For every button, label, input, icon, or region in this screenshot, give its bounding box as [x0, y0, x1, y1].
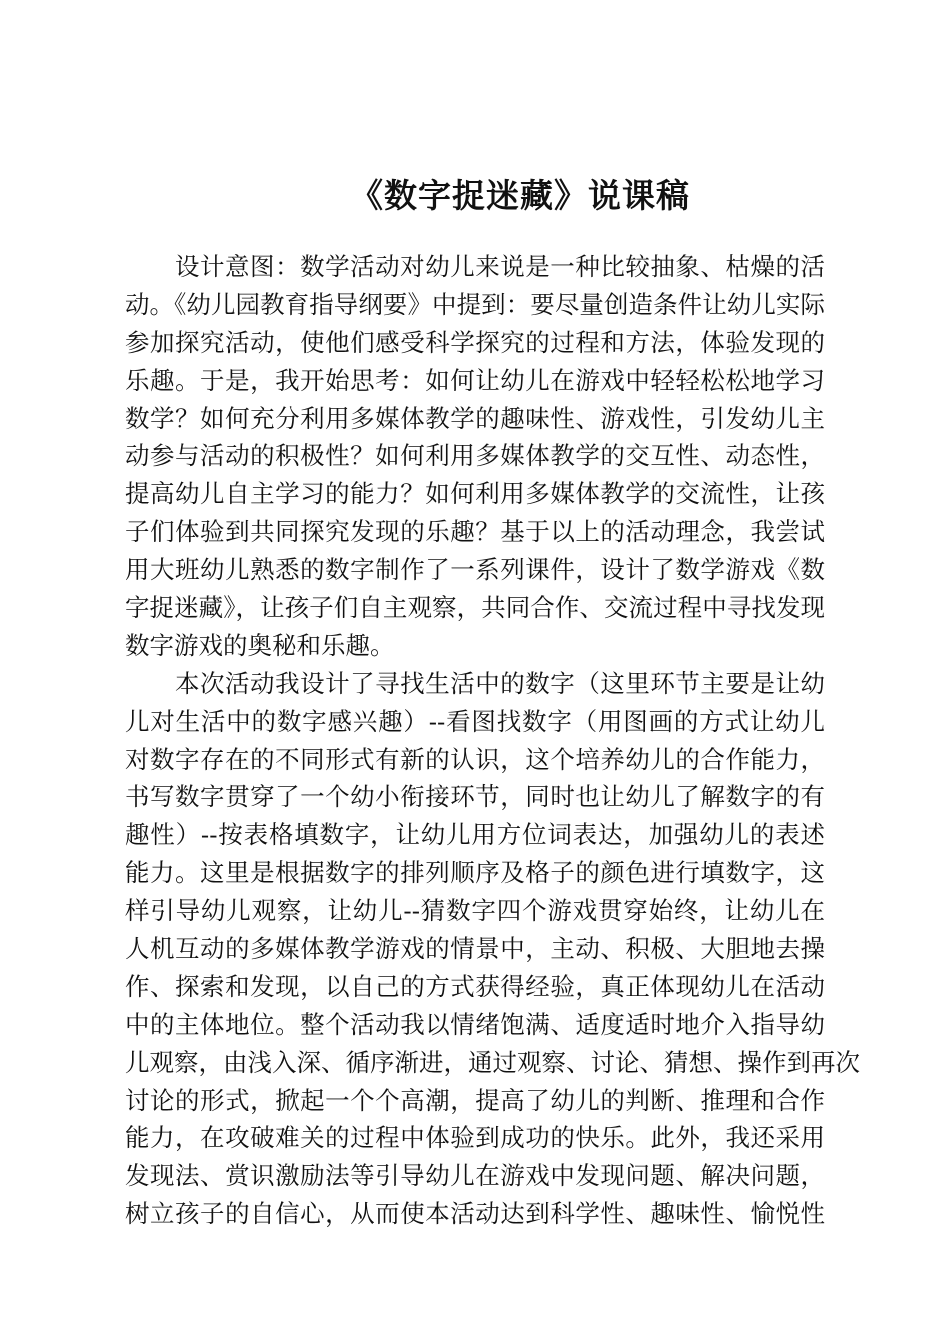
text-line: 数字游戏的奥秘和乐趣。 — [125, 630, 395, 660]
text-line: 字捉迷藏》，让孩子们自主观察，共同合作、交流过程中寻找发现 — [125, 593, 825, 623]
text-line: 样引导幼儿观察，让幼儿--猜数字四个游戏贯穿始终，让幼儿在 — [125, 896, 825, 926]
text-line: 树立孩子的自信心，从而使本活动达到科学性、趣味性、愉悦性 — [125, 1199, 825, 1229]
text-line: 提高幼儿自主学习的能力？如何利用多媒体教学的交流性，让孩 — [125, 479, 825, 509]
text-line: 本次活动我设计了寻找生活中的数字（这里环节主要是让幼 — [175, 668, 825, 698]
text-line: 乐趣。于是，我开始思考：如何让幼儿在游戏中轻轻松松地学习 — [125, 365, 825, 395]
text-line: 动参与活动的积极性？如何利用多媒体教学的交互性、动态性， — [125, 441, 825, 471]
text-line: 趣性）--按表格填数字，让幼儿用方位词表达，加强幼儿的表述 — [125, 820, 825, 850]
text-line: 动。《幼儿园教育指导纲要》中提到：要尽量创造条件让幼儿实际 — [125, 289, 825, 319]
text-line: 能力。这里是根据数字的排列顺序及格子的颜色进行填数字，这 — [125, 858, 825, 888]
text-line: 人机互动的多媒体教学游戏的情景中，主动、积极、大胆地去操 — [125, 934, 825, 964]
document-title: 《数字捉迷藏》说课稿 — [350, 176, 690, 215]
text-line: 儿观察，由浅入深、循序渐进，通过观察、讨论、猜想、操作到再次 — [125, 1047, 860, 1077]
text-line: 中的主体地位。整个活动我以情绪饱满、适度适时地介入指导幼 — [125, 1009, 825, 1039]
text-line: 数学？如何充分利用多媒体教学的趣味性、游戏性，引发幼儿主 — [125, 403, 825, 433]
text-line: 对数字存在的不同形式有新的认识，这个培养幼儿的合作能力， — [125, 744, 825, 774]
text-line: 参加探究活动，使他们感受科学探究的过程和方法，体验发现的 — [125, 327, 825, 357]
text-line: 讨论的形式，掀起一个个高潮，提高了幼儿的判断、推理和合作 — [125, 1085, 825, 1115]
text-line: 能力，在攻破难关的过程中体验到成功的快乐。此外，我还采用 — [125, 1123, 825, 1153]
text-line: 书写数字贯穿了一个幼小衔接环节，同时也让幼儿了解数字的有 — [125, 782, 825, 812]
text-line: 子们体验到共同探究发现的乐趣？基于以上的活动理念，我尝试 — [125, 517, 825, 547]
text-line: 发现法、赏识激励法等引导幼儿在游戏中发现问题、解决问题， — [125, 1161, 825, 1191]
text-line: 儿对生活中的数字感兴趣）--看图找数字（用图画的方式让幼儿 — [125, 706, 825, 736]
text-line: 用大班幼儿熟悉的数字制作了一系列课件，设计了数学游戏《数 — [125, 555, 825, 585]
text-line: 作、探索和发现，以自己的方式获得经验，真正体现幼儿在活动 — [125, 971, 825, 1001]
text-line: 设计意图：数学活动对幼儿来说是一种比较抽象、枯燥的活 — [175, 252, 825, 281]
document-body — [125, 248, 860, 1233]
